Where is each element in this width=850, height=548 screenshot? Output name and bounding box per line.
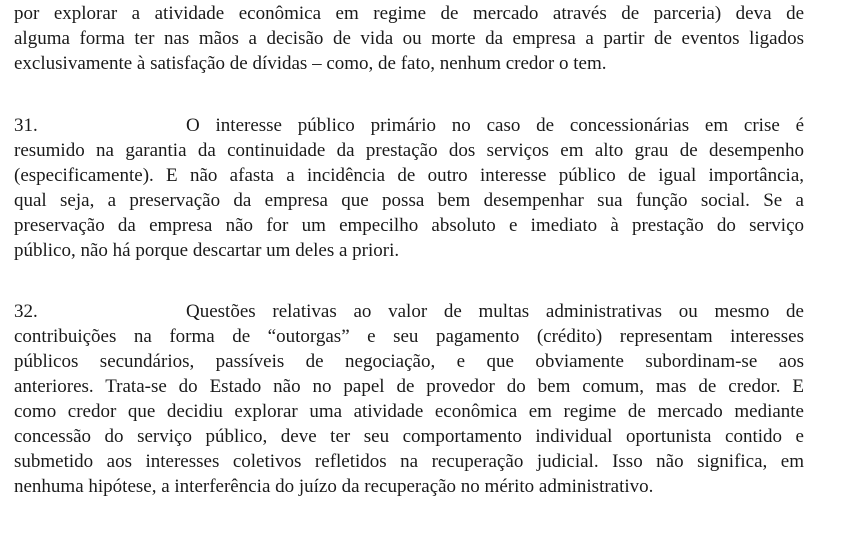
paragraph-first-line <box>14 299 804 324</box>
paragraph-31 <box>14 113 804 263</box>
paragraph-number: 32. <box>14 301 38 322</box>
text-line: (especificamente). E não afasta a incidência de outro interesse público de igual importância, <box>14 165 804 186</box>
text-line: como credor que decidiu explorar uma atividade econômica em regime de mercado mediante <box>14 401 804 422</box>
paragraph-first-line <box>14 113 804 138</box>
text-line: Questões relativas ao valor de multas administrativas ou mesmo de <box>186 301 804 322</box>
text-line: contribuições na forma de “outorgas” e seu pagamento (crédito) representam interesses <box>14 326 804 347</box>
paragraph-previous <box>14 1 804 76</box>
text-line: submetido aos interesses coletivos refletidos na recuperação judicial. Isso não significa, em <box>14 451 804 472</box>
text-line: anteriores. Trata-se do Estado não no papel de provedor do bem comum, mas de credor. E <box>14 376 804 397</box>
text-line: por explorar a atividade econômica em regime de mercado através de parceria) deva de <box>14 3 804 24</box>
text-line: resumido na garantia da continuidade da prestação dos serviços em alto grau de desempenho <box>14 140 804 161</box>
text-line: públicos secundários, passíveis de negociação, e que obviamente subordinam-se aos <box>14 351 804 372</box>
text-line: O interesse público primário no caso de concessionárias em crise é <box>186 115 804 136</box>
text-line: preservação da empresa não for um empecilho absoluto e imediato à prestação do serviço <box>14 215 804 236</box>
text-line: público, não há porque descartar um deles a priori. <box>14 240 400 261</box>
paragraph-32 <box>14 299 804 499</box>
text-line: nenhuma hipótese, a interferência do juízo da recuperação no mérito administrativo. <box>14 476 654 497</box>
text-line: concessão do serviço público, deve ter seu comportamento individual oportunista contido e <box>14 426 804 447</box>
paragraph-number: 31. <box>14 115 38 136</box>
text-line: exclusivamente à satisfação de dívidas – como, de fato, nenhum credor o tem. <box>14 53 607 74</box>
document-page <box>14 0 804 499</box>
text-line: qual seja, a preservação da empresa que possa bem desempenhar sua função social. Se a <box>14 190 804 211</box>
text-line: alguma forma ter nas mãos a decisão de vida ou morte da empresa a partir de eventos ligados <box>14 28 804 49</box>
